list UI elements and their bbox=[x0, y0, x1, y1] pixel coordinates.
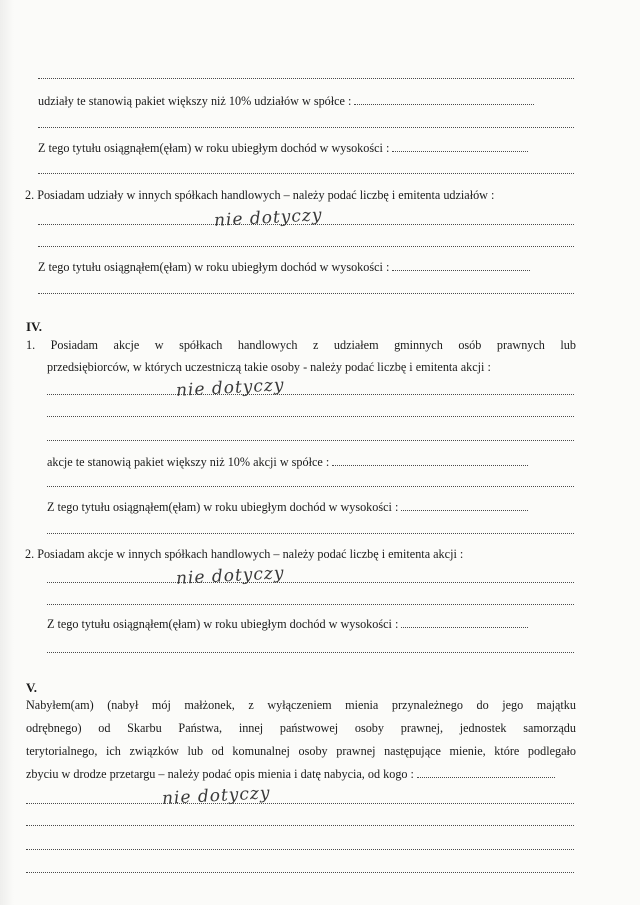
paragraph-line3: terytorialnego, ich związków lub od komunalnej osoby prawnej następujące mienie, które podlegało bbox=[26, 744, 576, 758]
dotted-answer-line bbox=[47, 416, 574, 417]
dotted-answer-line bbox=[47, 486, 574, 487]
paragraph-line1: Nabyłem(am) (nabył mój małżonek, z wyłączeniem mienia przynależnego do jego majątku bbox=[26, 698, 576, 712]
shares-over-10pct-field bbox=[332, 455, 528, 466]
income-line bbox=[38, 259, 530, 275]
dotted-answer-line bbox=[38, 293, 574, 294]
income-field bbox=[401, 617, 528, 628]
item1-text-line1: 1. Posiadam akcje w spółkach handlowych z udziałem gminnych osób prawnych lub bbox=[26, 338, 576, 352]
income-label: Z tego tytułu osiągnąłem(ęłam) w roku ubiegłym dochód w wysokości : bbox=[47, 500, 399, 514]
dotted-answer-line bbox=[38, 127, 574, 128]
dotted-answer-line bbox=[26, 825, 574, 826]
shares-over-10pct-field bbox=[354, 94, 534, 105]
handwritten-answer: nie dotyczy bbox=[175, 563, 285, 589]
dotted-answer-line bbox=[47, 604, 574, 605]
paragraph-line4-text: zbyciu w drodze przetargu – należy podać opis mienia i datę nabycia, od kogo : bbox=[26, 767, 414, 781]
scan-fold-shadow bbox=[0, 0, 14, 905]
income-label: Z tego tytułu osiągnąłem(ęłam) w roku ubiegłym dochód w wysokości : bbox=[47, 617, 399, 631]
dotted-answer-line bbox=[26, 849, 574, 850]
handwritten-answer: nie dotyczy bbox=[161, 783, 271, 809]
paragraph-line2: odrębnego) od Skarbu Państwa, innej państwowej osoby prawnej, jednostek samorządu bbox=[26, 721, 576, 735]
item2-text: 2. Posiadam udziały w innych spółkach handlowych – należy podać liczbę i emitenta udziałów : bbox=[25, 188, 495, 202]
dotted-answer-line bbox=[47, 533, 574, 534]
item1-text-line2: przedsiębiorców, w których uczestniczą takie osoby - należy podać liczbę i emitenta akcji : bbox=[47, 360, 491, 374]
income-field bbox=[401, 500, 528, 511]
handwritten-answer: nie dotyczy bbox=[213, 205, 323, 231]
dotted-answer-line bbox=[47, 582, 574, 583]
dotted-answer-line bbox=[26, 872, 574, 873]
dotted-answer-line bbox=[26, 803, 574, 804]
income-line bbox=[47, 616, 528, 632]
dotted-answer-line bbox=[47, 440, 574, 441]
income-field bbox=[392, 260, 530, 271]
dotted-answer-line bbox=[38, 246, 574, 247]
acquisition-field bbox=[417, 767, 555, 778]
shares-over-10pct-label: udziały te stanowią pakiet większy niż 10% udziałów w spółce : bbox=[38, 94, 352, 108]
shares-over-10pct-label: akcje te stanowią pakiet większy niż 10% akcji w spółce : bbox=[47, 455, 330, 469]
income-label: Z tego tytułu osiągnąłem(ęłam) w roku ubiegłym dochód w wysokości : bbox=[38, 260, 390, 274]
income-field bbox=[392, 141, 528, 152]
dotted-answer-line bbox=[38, 173, 574, 174]
section-heading-v: V. bbox=[26, 680, 37, 695]
dotted-answer-line bbox=[47, 652, 574, 653]
item2-text: 2. Posiadam akcje w innych spółkach handlowych – należy podać liczbę i emitenta akcji : bbox=[25, 547, 464, 561]
income-line bbox=[47, 499, 528, 515]
shares-over-10pct-line bbox=[47, 454, 528, 470]
handwritten-answer: nie dotyczy bbox=[175, 375, 285, 401]
dotted-answer-line bbox=[38, 78, 574, 79]
income-line bbox=[38, 140, 528, 156]
paragraph-line4 bbox=[26, 766, 555, 782]
dotted-answer-line bbox=[47, 394, 574, 395]
income-label: Z tego tytułu osiągnąłem(ęłam) w roku ubiegłym dochód w wysokości : bbox=[38, 141, 390, 155]
section-heading-iv: IV. bbox=[26, 319, 43, 334]
shares-over-10pct-line bbox=[38, 93, 534, 109]
